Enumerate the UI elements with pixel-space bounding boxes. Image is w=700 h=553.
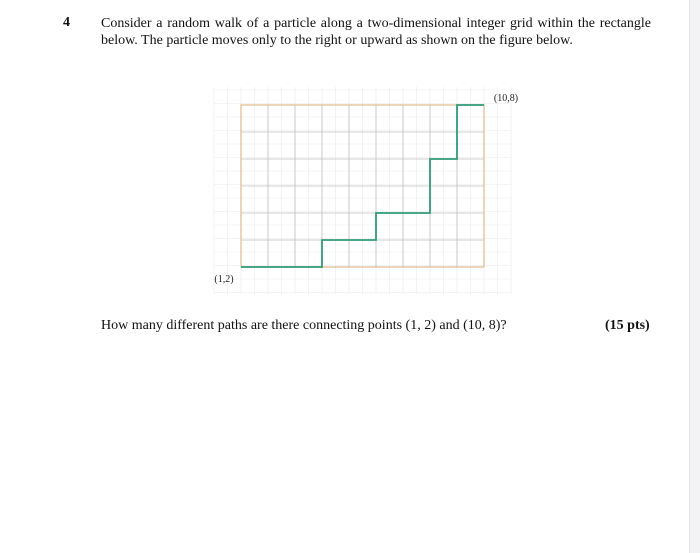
end-point-label: (10,8) bbox=[493, 93, 519, 104]
background-grid bbox=[214, 87, 511, 294]
grid-figure bbox=[196, 82, 536, 302]
grid-diagram bbox=[196, 82, 536, 297]
start-point-label: (1,2) bbox=[214, 274, 234, 285]
problem-text: Consider a random walk of a particle along a two-dimensional integer grid within the rectangle below. The particle moves only to the right or upward as shown on the figure below. bbox=[101, 16, 651, 48]
question-text: How many different paths are there connecting points (1, 2) and (10, 8)? bbox=[101, 318, 507, 333]
page-edge bbox=[689, 0, 700, 553]
points-value: (15 pts) bbox=[605, 318, 650, 333]
problem-number: 4 bbox=[63, 15, 70, 30]
